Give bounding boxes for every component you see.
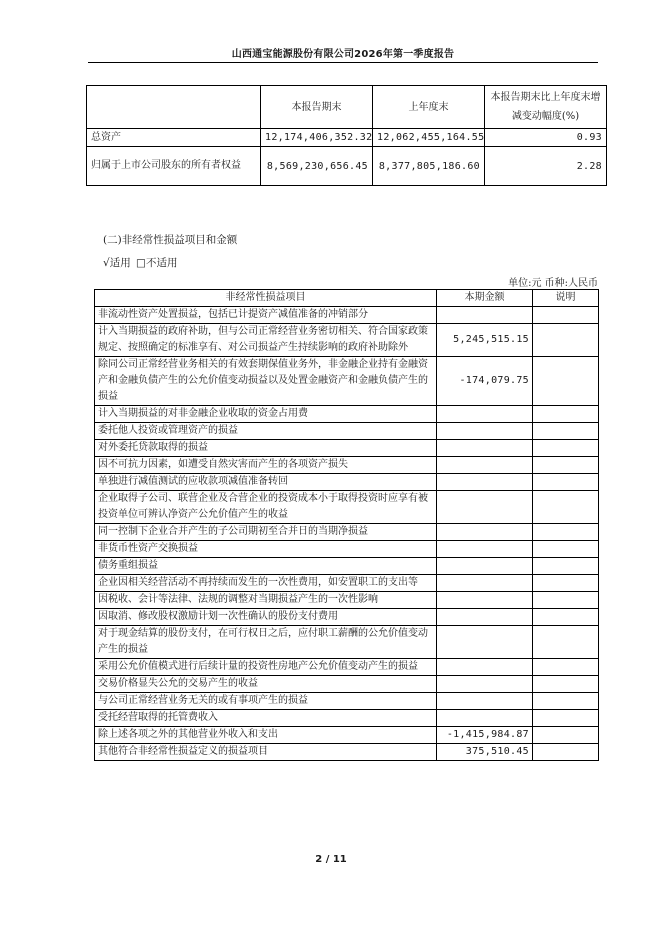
row-amount — [437, 307, 533, 324]
row-amount: 375,510.45 — [437, 744, 533, 761]
table-row — [95, 324, 599, 357]
row-amount — [437, 626, 533, 659]
row-note — [533, 592, 599, 609]
row-item: 单独进行减值测试的应收款项减值准备转回 — [95, 474, 437, 491]
row-note — [533, 609, 599, 626]
table-row — [95, 474, 599, 491]
applicability-options — [103, 255, 179, 270]
header-cell-amount: 本期金额 — [437, 290, 533, 307]
row-item: 因税收、会计等法律、法规的调整对当期损益产生的一次性影响 — [95, 592, 437, 609]
header-cell-change-rate: 本报告期末比上年度末增减变动幅度(%) — [485, 86, 607, 129]
table-row — [95, 575, 599, 592]
row-amount — [437, 457, 533, 474]
table-row — [95, 609, 599, 626]
row-item: 交易价格显失公允的交易产生的收益 — [95, 676, 437, 693]
applicable-checkbox-label: √适用 — [103, 257, 131, 269]
row-amount — [437, 406, 533, 423]
row-note — [533, 307, 599, 324]
table-header-row — [87, 86, 607, 129]
row-change-value: 0.93 — [485, 129, 607, 147]
table-row — [87, 129, 607, 147]
row-item: 采用公允价值模式进行后续计量的投资性房地产公允价值变动产生的损益 — [95, 659, 437, 676]
table-row — [95, 744, 599, 761]
table-row — [95, 541, 599, 558]
page-header-title: 山西通宝能源股份有限公司2026年第一季度报告 — [231, 49, 455, 60]
header-cell-item: 非经常性损益项目 — [95, 290, 437, 307]
section-title: (二)非经常性损益项目和金额 — [103, 234, 238, 246]
table-row — [95, 727, 599, 744]
row-note — [533, 676, 599, 693]
header-cell-blank — [87, 86, 261, 129]
row-label: 总资产 — [87, 129, 261, 147]
table-row — [95, 440, 599, 457]
header-divider — [88, 62, 598, 63]
row-amount — [437, 524, 533, 541]
row-note — [533, 710, 599, 727]
row-prior-value: 8,377,805,186.60 — [373, 147, 485, 186]
row-note — [533, 357, 599, 406]
header-cell-current-period: 本报告期末 — [261, 86, 373, 129]
row-change-value: 2.28 — [485, 147, 607, 186]
row-note — [533, 474, 599, 491]
row-amount — [437, 541, 533, 558]
row-amount: 5,245,515.15 — [437, 324, 533, 357]
table-row — [95, 357, 599, 406]
row-item: 企业取得子公司、联营企业及合营企业的投资成本小于取得投资时应享有被投资单位可辨认净资产公允价值产生的收益 — [95, 491, 437, 524]
row-note — [533, 727, 599, 744]
row-item: 非流动性资产处置损益，包括已计提资产减值准备的冲销部分 — [95, 307, 437, 324]
non-recurring-items-table — [94, 289, 599, 761]
row-current-value: 8,569,230,656.45 — [261, 147, 373, 186]
row-amount — [437, 609, 533, 626]
row-amount — [437, 592, 533, 609]
row-amount — [437, 423, 533, 440]
not-applicable-checkbox-label: □不适用 — [136, 257, 178, 269]
row-item: 计入当期损益的对非金融企业收取的资金占用费 — [95, 406, 437, 423]
row-note — [533, 575, 599, 592]
page-number: 2 / 11 — [315, 854, 347, 865]
row-item: 与公司正常经营业务无关的或有事项产生的损益 — [95, 693, 437, 710]
table-row — [95, 592, 599, 609]
row-amount: -174,079.75 — [437, 357, 533, 406]
table-row — [95, 676, 599, 693]
row-item: 企业因相关经营活动不再持续而发生的一次性费用，如安置职工的支出等 — [95, 575, 437, 592]
row-amount — [437, 491, 533, 524]
row-item: 同一控制下企业合并产生的子公司期初至合并日的当期净损益 — [95, 524, 437, 541]
row-note — [533, 440, 599, 457]
table-row — [95, 659, 599, 676]
balance-summary-table — [86, 85, 607, 186]
row-prior-value: 12,062,455,164.55 — [373, 129, 485, 147]
row-note — [533, 558, 599, 575]
table-row — [95, 626, 599, 659]
header-cell-note: 说明 — [533, 290, 599, 307]
row-item: 受托经营取得的托管费收入 — [95, 710, 437, 727]
table-row — [95, 457, 599, 474]
row-item: 其他符合非经常性损益定义的损益项目 — [95, 744, 437, 761]
row-item: 因不可抗力因素，如遭受自然灾害而产生的各项资产损失 — [95, 457, 437, 474]
row-amount — [437, 440, 533, 457]
row-note — [533, 524, 599, 541]
row-current-value: 12,174,406,352.32 — [261, 129, 373, 147]
row-amount — [437, 693, 533, 710]
row-amount — [437, 474, 533, 491]
row-amount — [437, 659, 533, 676]
header-cell-prior-year: 上年度末 — [373, 86, 485, 129]
table-row — [95, 710, 599, 727]
row-amount — [437, 558, 533, 575]
table-row — [95, 693, 599, 710]
row-item: 对于现金结算的股份支付，在可行权日之后，应付职工薪酬的公允价值变动产生的损益 — [95, 626, 437, 659]
row-note — [533, 423, 599, 440]
row-item: 对外委托贷款取得的损益 — [95, 440, 437, 457]
row-note — [533, 659, 599, 676]
table-row — [95, 558, 599, 575]
row-item: 除上述各项之外的其他营业外收入和支出 — [95, 727, 437, 744]
row-item: 除同公司正常经营业务相关的有效套期保值业务外，非金融企业持有金融资产和金融负债产生的公允价值变动损益以及处置金融资产和金融负债产生的损益 — [95, 357, 437, 406]
row-amount — [437, 575, 533, 592]
row-item: 委托他人投资或管理资产的损益 — [95, 423, 437, 440]
table-row — [95, 307, 599, 324]
row-item: 债务重组损益 — [95, 558, 437, 575]
table-row — [95, 491, 599, 524]
row-amount: -1,415,984.87 — [437, 727, 533, 744]
table-header-row — [95, 290, 599, 307]
unit-label: 单位:元 币种:人民币 — [508, 278, 598, 289]
table-row — [95, 524, 599, 541]
row-note — [533, 626, 599, 659]
row-note — [533, 744, 599, 761]
table-row — [95, 423, 599, 440]
row-item: 非货币性资产交换损益 — [95, 541, 437, 558]
row-amount — [437, 676, 533, 693]
row-note — [533, 491, 599, 524]
row-note — [533, 541, 599, 558]
row-item: 因取消、修改股权激励计划一次性确认的股份支付费用 — [95, 609, 437, 626]
row-note — [533, 693, 599, 710]
row-note — [533, 406, 599, 423]
table-row — [95, 406, 599, 423]
row-note — [533, 457, 599, 474]
row-amount — [437, 710, 533, 727]
row-note — [533, 324, 599, 357]
row-label: 归属于上市公司股东的所有者权益 — [87, 147, 261, 186]
table-row — [87, 147, 607, 186]
row-item: 计入当期损益的政府补助，但与公司正常经营业务密切相关、符合国家政策规定、按照确定的标准享有、对公司损益产生持续影响的政府补助除外 — [95, 324, 437, 357]
